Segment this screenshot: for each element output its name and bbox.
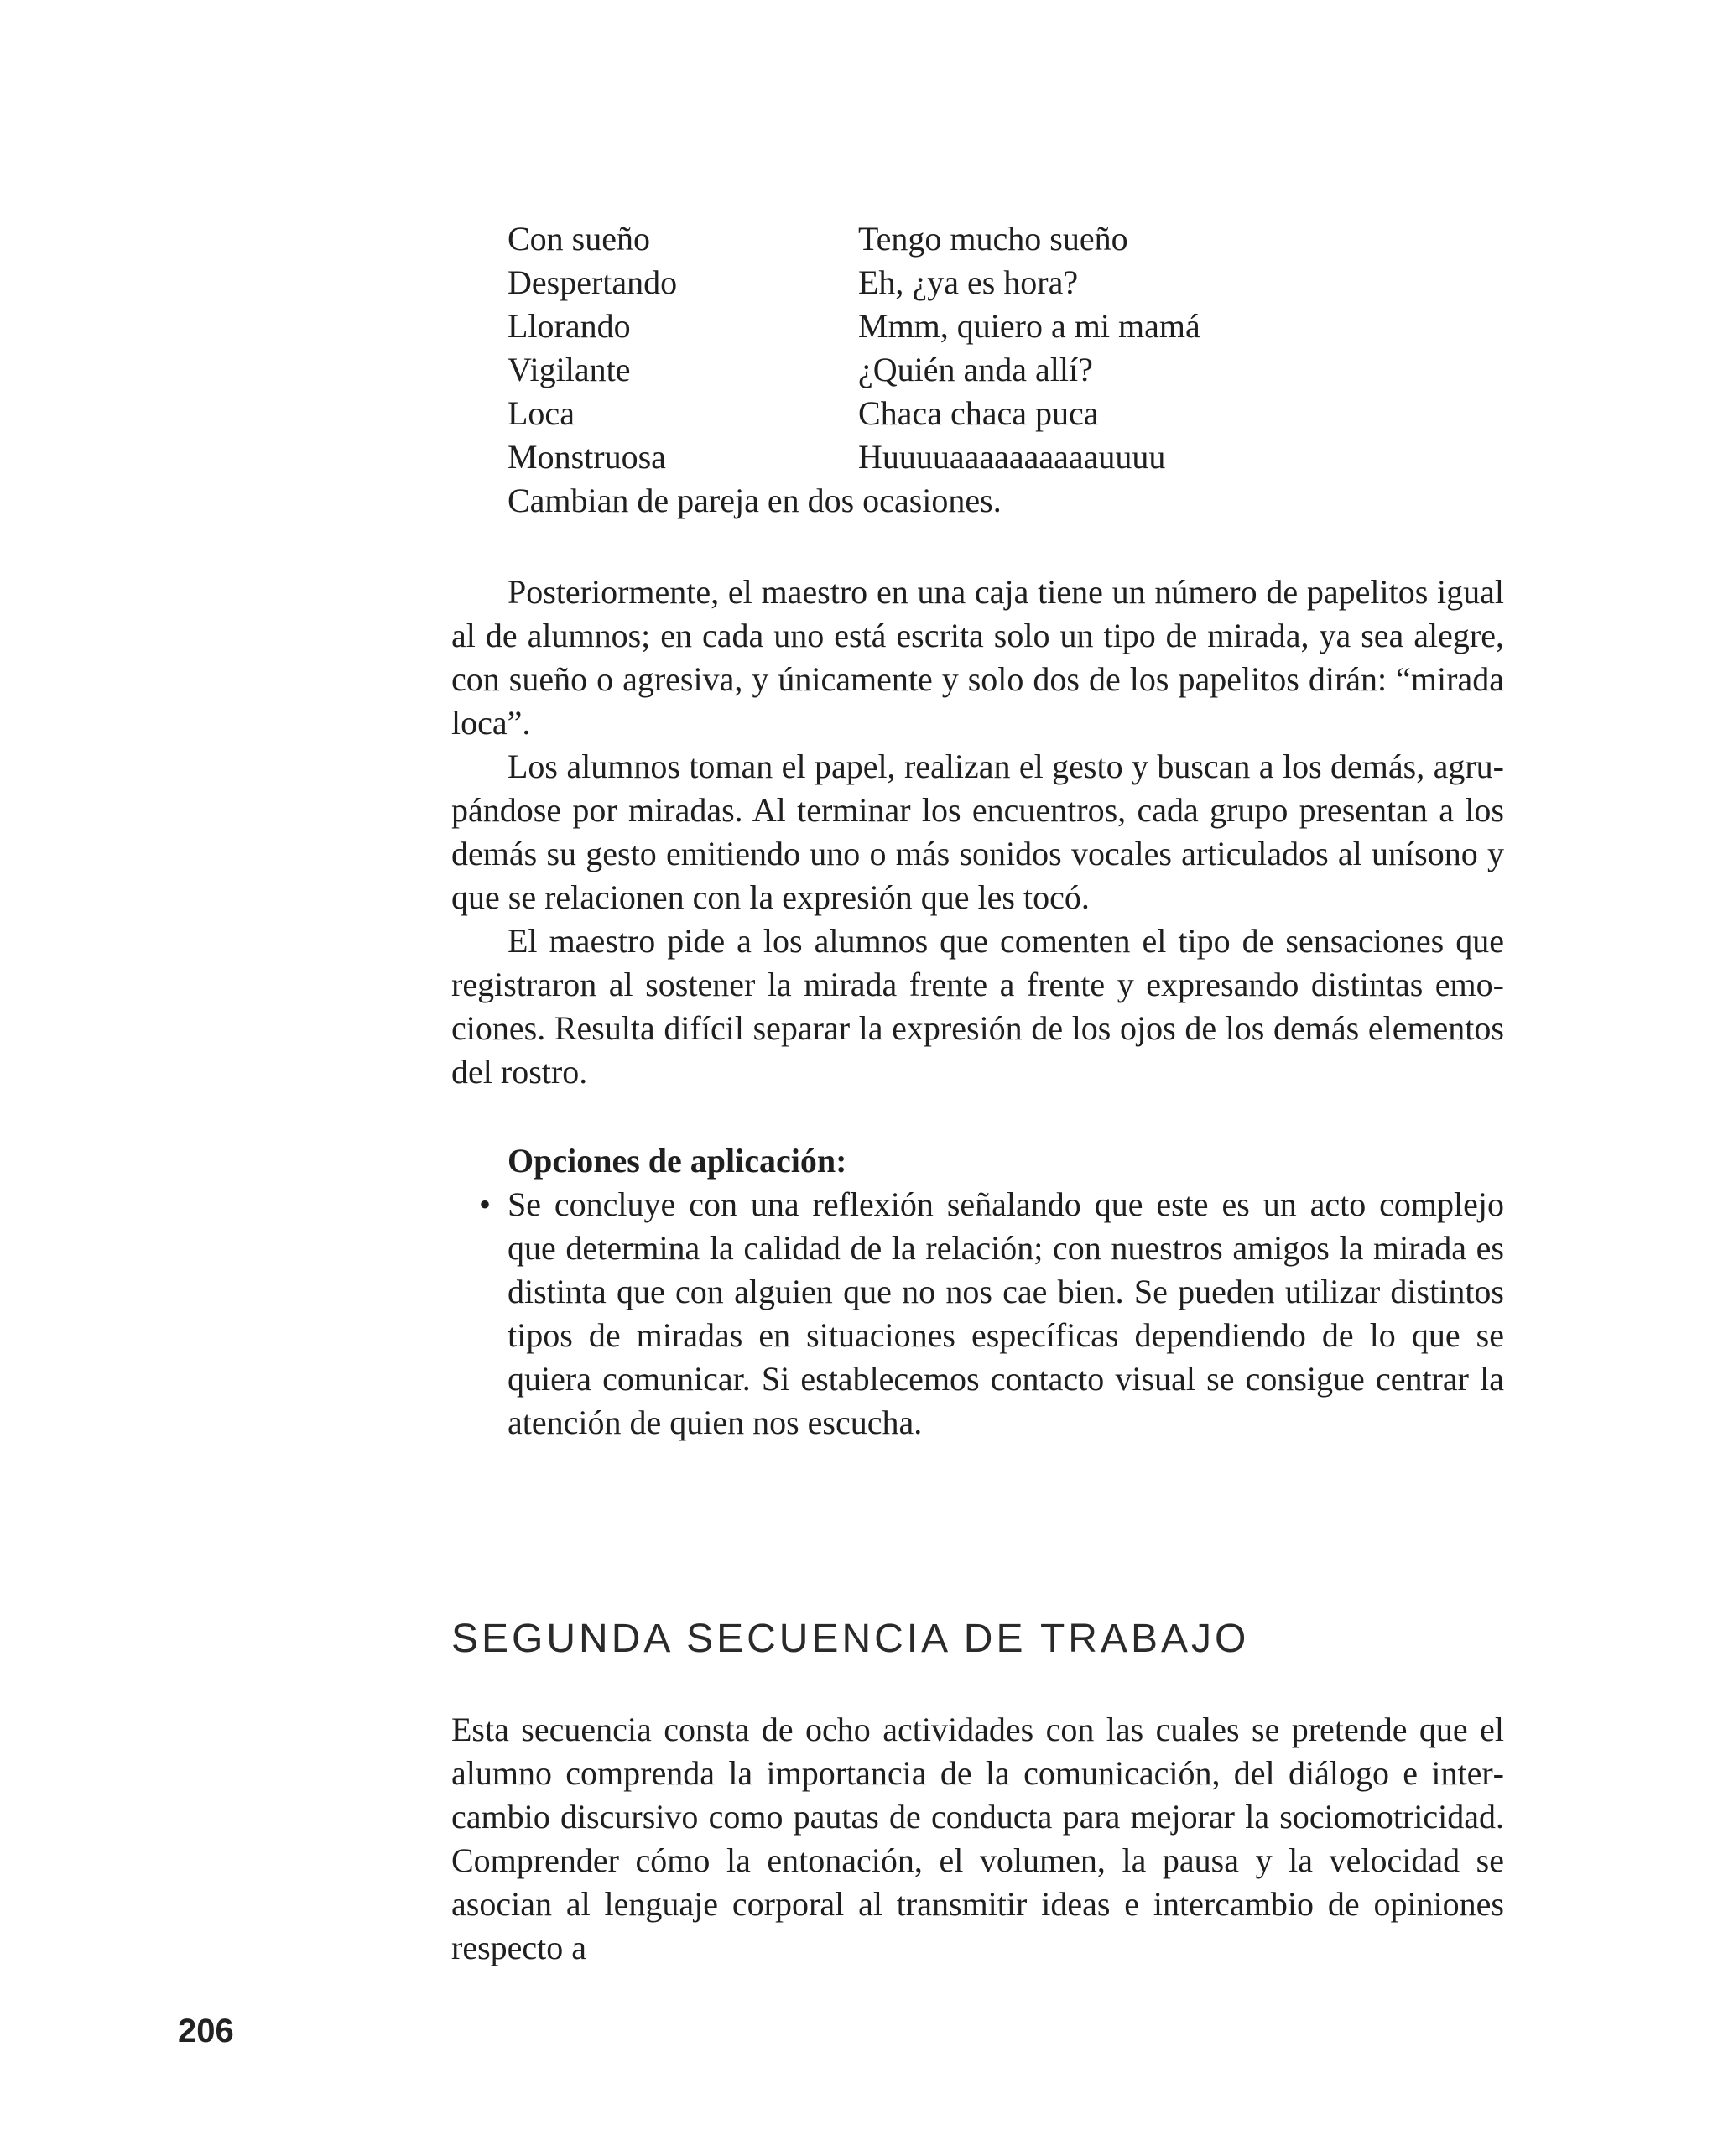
gaze-row <box>508 435 1514 479</box>
gaze-row <box>508 217 1514 261</box>
gaze-row <box>508 348 1514 392</box>
gaze-phrase: Huuuuaaaaaaaaaauuuu <box>858 438 1166 476</box>
list-item <box>479 1183 1504 1445</box>
gaze-type: Vigilante <box>508 351 631 388</box>
gaze-type: Despertando <box>508 263 678 301</box>
bullet-icon: • <box>479 1185 492 1223</box>
gaze-list <box>508 217 1514 479</box>
gaze-type: Con sueño <box>508 220 650 258</box>
paragraph: Los alumnos toman el papel, realizan el gesto y buscan a los demás, agrupándose por miradas. Al terminar los encuentros, cada grupo presentan a los demás su gesto emitiendo uno o más sonidos vocales articulados al unísono y que se relacionen con la expresión que les tocó. <box>451 747 1504 916</box>
paragraph: El maestro pide a los alumnos que comenten el tipo de sensaciones que registraron al sostener la mirada frente a frente y expresando distintas emociones. Resulta difícil separar la expresión de los ojos de los demás elementos del rostro. <box>451 922 1504 1091</box>
options-list <box>479 1183 1504 1445</box>
page-number: 206 <box>178 2013 234 2049</box>
gaze-phrase: Eh, ¿ya es hora? <box>858 263 1079 301</box>
gaze-phrase: ¿Quién anda allí? <box>858 351 1093 388</box>
gaze-type: Monstruosa <box>508 438 666 476</box>
section-intro <box>451 1708 1504 1970</box>
gaze-type: Llorando <box>508 307 631 345</box>
gaze-row <box>508 261 1514 305</box>
list-item-text: Se concluye con una reflexión señalando que este es un acto complejo que determina la calidad de la relación; con nuestros amigos la mirada es distinta que con alguien que no nos cae bien. Se pueden utilizar distintos tipos de miradas en situaciones específicas dependiendo de lo que se quiera comunicar. Si establecemos contacto visual se consigue centrar la atención de quien nos escucha. <box>508 1185 1504 1441</box>
gaze-phrase: Tengo mucho sueño <box>858 220 1128 258</box>
gaze-phrase: Chaca chaca puca <box>858 394 1099 432</box>
section-title: SEGUNDA SECUENCIA DE TRABAJO <box>451 1617 1250 1661</box>
options-heading: Opciones de aplicación: <box>508 1142 847 1180</box>
gaze-row <box>508 392 1514 435</box>
gaze-row <box>508 305 1514 348</box>
gaze-type: Loca <box>508 394 575 432</box>
activity-description <box>451 570 1504 1094</box>
paragraph: Esta secuencia consta de ocho actividades con las cuales se pretende que el alumno comprenda la importancia de la comunicación, del diálogo e intercambio discursivo como pautas de conducta para mejorar la sociomotricidad. Comprender cómo la entonación, el volumen, la pausa y la velocidad se asocian al lenguaje corporal al transmitir ideas e intercambio de opiniones respecto a <box>451 1711 1504 1966</box>
paragraph: Posteriormente, el maestro en una caja tiene un número de papelitos igual al de alumnos; en cada uno está escrita solo un tipo de mirada, ya sea alegre, con sueño o agresiva, y únicamente y solo dos de los papelitos dirán: “mirada loca”. <box>451 573 1504 742</box>
gaze-phrase: Mmm, quiero a mi mamá <box>858 307 1200 345</box>
partner-swap-note: Cambian de pareja en dos ocasiones. <box>508 482 1002 519</box>
